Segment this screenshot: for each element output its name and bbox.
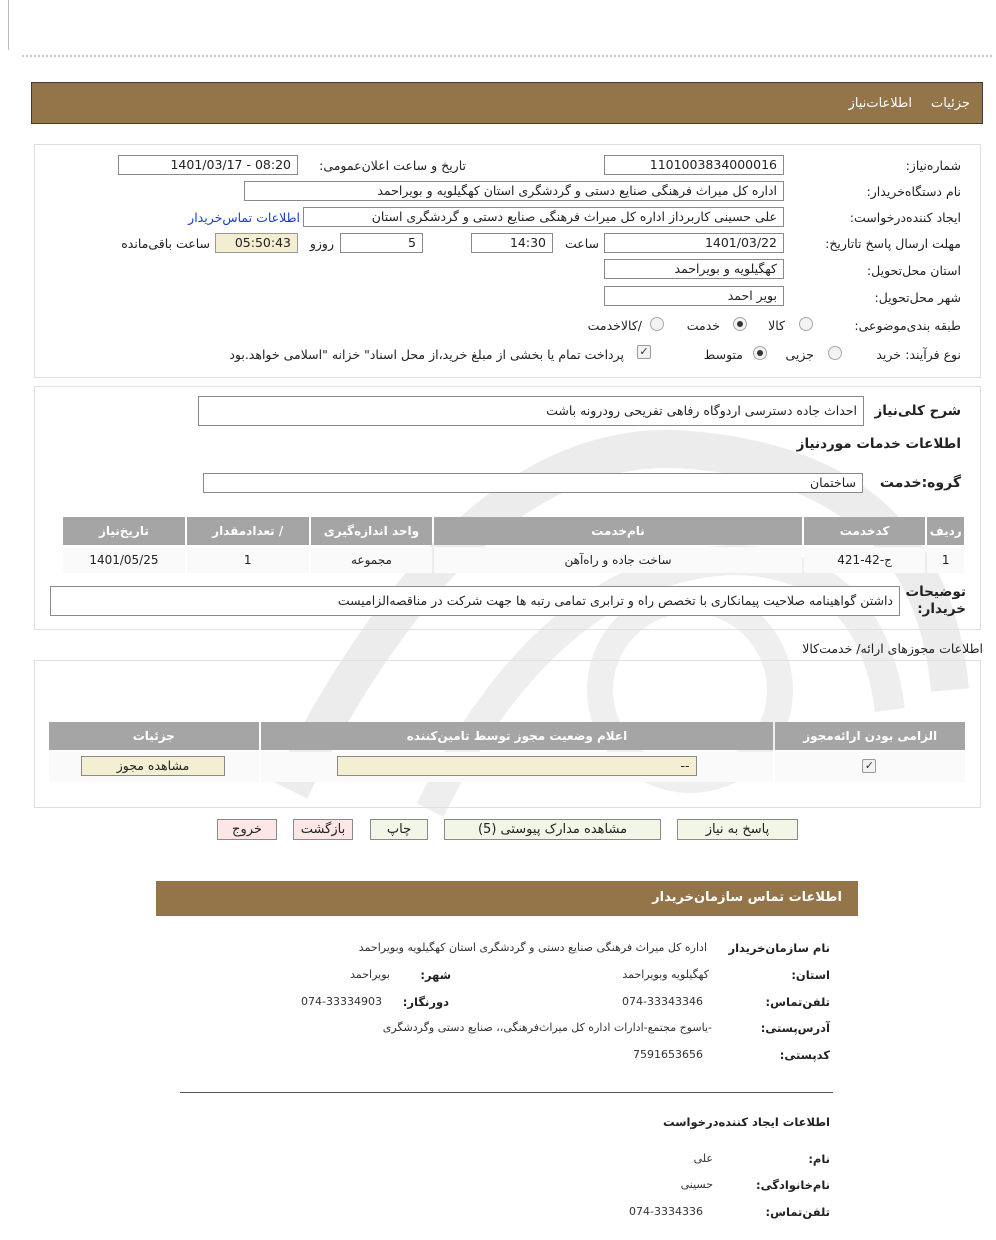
process-medium-label: متوسط (703, 347, 743, 362)
permits-title: اطلاعات مجوزهای ارائه/ خدمت‌کالا (802, 641, 983, 656)
city-field: بویر احمد (604, 286, 784, 306)
cat-goods-service-radio[interactable] (650, 317, 664, 331)
table-row (49, 752, 965, 782)
cat-goods-service-label: /کالاخدمت (587, 318, 642, 333)
print-button[interactable]: چاپ (370, 819, 428, 840)
permit-col-details: جزئیات (49, 722, 259, 750)
org-divider (180, 1092, 833, 1093)
col-name: نام‌خدمت (434, 517, 801, 545)
org-postal-label: کد‌پستی: (779, 1048, 830, 1062)
org-postal-value: 7591653656 (633, 1048, 703, 1061)
exit-button[interactable]: خروج (217, 819, 277, 840)
cell-date: 1401/05/25 (63, 547, 185, 573)
col-date: تاریخ‌نیاز (63, 517, 185, 545)
payment-note: پرداخت تمام یا بخشی از مبلغ خرید،از محل اسناد" خزانه "اسلامی خواهد.بود (229, 347, 624, 362)
province-field: کهگیلویه و بویراحمد (604, 259, 784, 279)
col-unit: واحد اندازه‌گیری (311, 517, 433, 545)
table-row (63, 547, 964, 573)
creator-label: ایجاد کننده‌درخواست: (849, 210, 961, 225)
last-name-value: حسینی (680, 1178, 713, 1191)
group-field: ساختمان (203, 473, 863, 493)
cell-row: 1 (927, 547, 964, 573)
back-button[interactable]: بازگشت (293, 819, 353, 840)
permits-table (47, 720, 967, 784)
page-header-bar (31, 82, 983, 124)
cell-name: ساخت جاده و راه‌آهن (434, 547, 801, 573)
services-table (61, 515, 966, 575)
org-contact-header (156, 881, 858, 916)
announce-label: تاریخ و ساعت اعلان‌عمومی: (319, 158, 466, 173)
creator-phone-value: 074-3334336 (629, 1205, 703, 1218)
org-province-label: استان: (791, 968, 830, 982)
process-buy-label: خرید (876, 347, 901, 362)
days-label: روزو (309, 236, 334, 251)
process-partial-radio[interactable] (828, 346, 842, 360)
creator-info-title: اطلاعات ایجاد کننده‌درخواست (663, 1115, 830, 1129)
col-qty: / تعدادمقدار (187, 517, 309, 545)
left-margin-line (8, 0, 9, 50)
deadline-time-field: 14:30 (471, 233, 553, 253)
buyer-contact-link[interactable]: اطلاعات تماس‌خریدار (188, 210, 300, 225)
org-province-value: کهگیلویه وبویراحمد (622, 968, 709, 981)
cat-service-radio[interactable] (733, 317, 747, 331)
cat-service-label: خدمت (686, 318, 720, 333)
announce-field: 1401/03/17 - 08:20 (118, 155, 298, 175)
org-address-value: -یاسوج مجتمع-ادارات اداره کل میراث‌فرهنگی،، صنایع دستی وگردشگری (382, 1021, 712, 1034)
first-name-value: علی (693, 1152, 713, 1165)
buyer-notes-label: توضیحات خریدار: (905, 584, 966, 617)
view-permit-button[interactable]: مشاهده مجوز (81, 756, 225, 776)
permit-details-cell (49, 752, 259, 782)
cell-code: ج-42-421 (804, 547, 926, 573)
col-row: ردیف (927, 517, 964, 545)
org-name-label: نام سازمان‌خریدار (728, 941, 830, 955)
need-number-field: 1101003834000016 (604, 155, 784, 175)
days-field: 5 (340, 233, 423, 253)
org-address-label: آدرس‌پستی: (760, 1021, 830, 1035)
creator-field: علی حسینی کاربرداز اداره کل میراث فرهنگی صنایع دستی و گردشگری استان (303, 207, 784, 227)
process-medium-radio[interactable] (753, 346, 767, 360)
city-label: شهر محل‌تحویل: (874, 290, 961, 305)
need-info-panel (34, 144, 981, 378)
breadcrumb-need-info[interactable]: اطلاعات‌نیاز (848, 96, 912, 111)
col-code: کدخدمت (804, 517, 926, 545)
remaining-time-field: 05:50:43 (215, 233, 298, 253)
breadcrumb-details[interactable]: جزئیات (931, 96, 970, 111)
services-title: اطلاعات خدمات موردنیاز (796, 436, 961, 452)
buyer-field: اداره کل میراث فرهنگی صنایع دستی و گردشگری استان کهگیلویه و بویراحمد (244, 181, 784, 201)
permit-col-required: الزامی بودن ارائه‌مجوز (775, 722, 965, 750)
permit-required-cell (775, 752, 965, 782)
process-partial-label: جزیی (785, 347, 814, 362)
permit-status-cell (261, 752, 774, 782)
cell-unit: مجموعه (311, 547, 433, 573)
cat-goods-label: کالا (768, 318, 785, 333)
org-city-label: شهر: (420, 968, 451, 982)
need-number-label: شماره‌نیاز: (905, 158, 961, 173)
payment-checkbox[interactable]: ✓ (637, 345, 651, 359)
province-label: استان محل‌تحویل: (866, 263, 961, 278)
buyer-label: نام دستگاه‌خریدار: (866, 184, 961, 199)
process-label: نوع فرآیند: (905, 347, 961, 362)
org-fax-value: 074-33334903 (301, 995, 382, 1008)
group-label: گروه:خدمت (879, 475, 961, 491)
category-label: طبقه بندی‌موضوعی: (854, 318, 961, 333)
org-city-value: بویراحمد (350, 968, 390, 981)
permit-required-checkbox[interactable]: ✓ (862, 759, 876, 773)
org-name-value: اداره کل میراث فرهنگی صنایع دستی و گردشگری استان کهگیلویه وبویراحمد (358, 941, 707, 954)
org-phone-label: تلفن‌تماس: (765, 995, 830, 1009)
buyer-notes-field: داشتن گواهینامه صلاحیت پیمانکاری با تخصص راه و ترابری تمامی رتبه ها جهت شرکت در مناقصه‌الزامیست (50, 586, 900, 616)
creator-phone-label: تلفن‌تماس: (765, 1205, 830, 1219)
deadline-date-field: 1401/03/22 (604, 233, 784, 253)
attachments-button[interactable]: مشاهده مدارک پیوستی (5) (444, 819, 661, 840)
remaining-label: ساعت باقی‌مانده (121, 236, 210, 251)
org-phone-value: 074-33343346 (622, 995, 703, 1008)
cat-goods-radio[interactable] (799, 317, 813, 331)
deadline-label: مهلت ارسال پاسخ تا‌تاریخ: (825, 236, 961, 251)
reply-button[interactable]: پاسخ به نیاز (677, 819, 798, 840)
permit-status-field[interactable]: -- (337, 756, 697, 776)
dotted-separator (22, 55, 992, 57)
first-name-label: نام: (808, 1152, 830, 1166)
last-name-label: نام‌خانوادگی: (756, 1178, 830, 1192)
cell-qty: 1 (187, 547, 309, 573)
permit-col-status: اعلام وضعیت مجوز توسط تامین‌کننده (261, 722, 774, 750)
org-fax-label: دورنگار: (402, 995, 449, 1009)
summary-field: احداث جاده دسترسی اردوگاه رفاهی تفریحی رودرونه باشت (198, 396, 864, 426)
org-contact-title: اطلاعات تماس سازمان‌خریدار (652, 890, 842, 905)
deadline-time-label: ساعت (564, 236, 599, 251)
summary-label: شرح کلی‌نیاز (874, 403, 961, 419)
